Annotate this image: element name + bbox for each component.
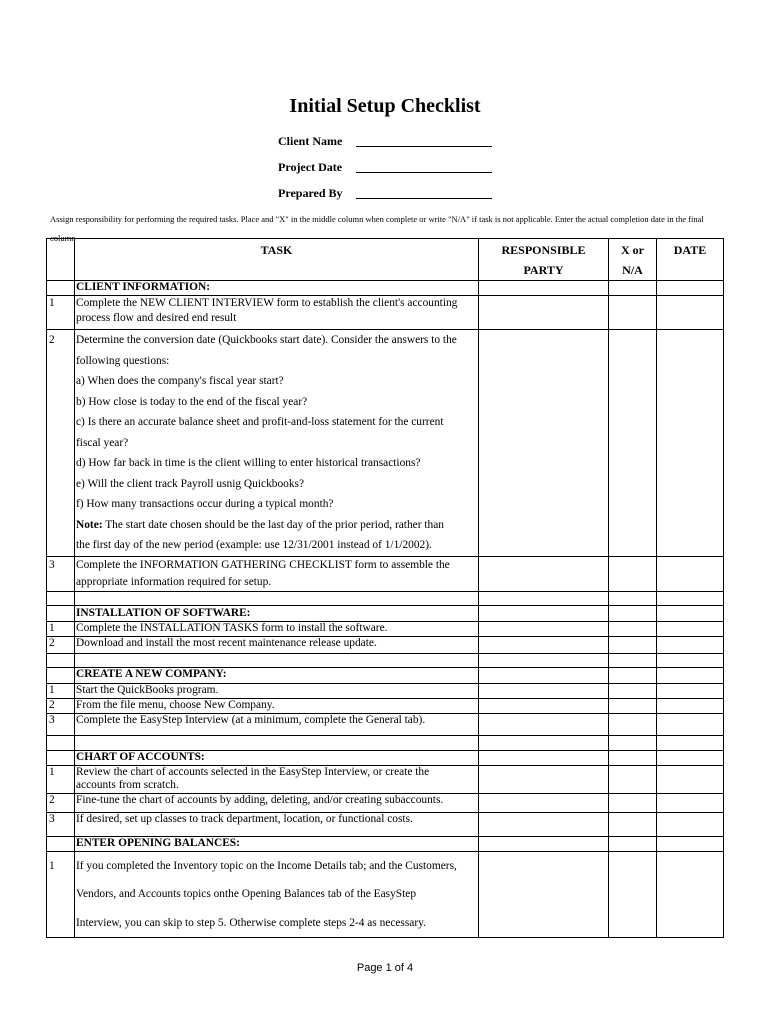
row-number: 2 — [47, 330, 75, 557]
responsible-party-cell[interactable] — [479, 621, 609, 636]
project-date-line[interactable] — [356, 172, 492, 173]
date-cell[interactable] — [657, 556, 724, 591]
blank-row — [47, 591, 724, 605]
date-cell[interactable] — [657, 851, 724, 938]
date-cell[interactable] — [657, 667, 724, 683]
client-name-line[interactable] — [356, 146, 492, 147]
task-description — [75, 735, 479, 750]
prepared-by-line[interactable] — [356, 198, 492, 199]
task-row — [47, 296, 724, 330]
responsible-party-cell[interactable] — [479, 750, 609, 765]
row-number — [47, 667, 75, 683]
project-date-field — [278, 160, 342, 175]
responsible-party-cell[interactable] — [479, 296, 609, 330]
project-date-label: Project Date — [278, 160, 343, 174]
date-cell[interactable] — [657, 765, 724, 793]
task-description — [75, 296, 479, 330]
task-row — [47, 713, 724, 735]
row-number: 1 — [47, 296, 75, 330]
x-or-na-cell[interactable] — [609, 793, 657, 812]
task-line: Determine the conversion date (Quickbooks start date). Consider the answers to the — [76, 334, 457, 346]
section-row — [47, 281, 724, 296]
task-line: Vendors, and Accounts topics onthe Opening Balances tab of the EasyStep — [76, 888, 417, 900]
responsible-party-cell[interactable] — [479, 653, 609, 667]
task-description — [75, 621, 479, 636]
task-row — [47, 556, 724, 591]
responsible-party-cell[interactable] — [479, 851, 609, 938]
blank-row — [47, 653, 724, 667]
table-header-row — [47, 239, 724, 281]
task-description — [75, 713, 479, 735]
date-cell[interactable] — [657, 836, 724, 851]
x-or-na-cell[interactable] — [609, 713, 657, 735]
row-number — [47, 605, 75, 621]
task-row — [47, 812, 724, 836]
task-line: d) How far back in time is the client willing to enter historical transactions? — [76, 457, 421, 469]
task-line: f) How many transactions occur during a typical month? — [76, 498, 334, 510]
date-cell[interactable] — [657, 713, 724, 735]
client-name-field — [278, 134, 342, 149]
date-cell[interactable] — [657, 653, 724, 667]
page-number: Page 1 of 4 — [356, 962, 414, 974]
task-line: If desired, set up classes to track department, location, or functional costs. — [76, 812, 413, 825]
row-number — [47, 281, 75, 296]
section-title — [75, 750, 479, 765]
row-number: 3 — [47, 713, 75, 735]
task-row — [47, 621, 724, 636]
header-party-line1: RESPONSIBLE — [501, 243, 586, 257]
date-cell[interactable] — [657, 591, 724, 605]
x-or-na-cell[interactable] — [609, 667, 657, 683]
client-name-label: Client Name — [278, 134, 343, 148]
task-line: appropriate information required for setup. — [76, 575, 272, 588]
task-line: CHART OF ACCOUNTS: — [76, 750, 205, 763]
task-line: If you completed the Inventory topic on the Income Details tab; and the Customers, — [76, 859, 457, 872]
section-title — [75, 605, 479, 621]
checklist-table — [46, 238, 724, 938]
section-title — [75, 281, 479, 296]
task-line: Complete the INFORMATION GATHERING CHECKLIST form to assemble the — [76, 558, 450, 571]
instructions-text: Assign responsibility for performing the required tasks. Place and "X" in the middle column when complete or write "N/A" if task is not applicable. Enter the actual completion date in the final column — [50, 214, 704, 243]
header-date: DATE — [657, 239, 724, 281]
note-label: Note: — [76, 518, 103, 531]
responsible-party-cell[interactable] — [479, 605, 609, 621]
task-description — [75, 330, 479, 557]
prepared-by-field — [278, 186, 343, 201]
row-number — [47, 750, 75, 765]
row-number: 3 — [47, 556, 75, 591]
row-number — [47, 735, 75, 750]
note-text: The start date chosen should be the last day of the prior period, rather than — [102, 518, 444, 531]
task-description — [75, 698, 479, 713]
task-line: a) When does the company's fiscal year start? — [76, 375, 284, 387]
task-description — [75, 636, 479, 653]
x-or-na-cell[interactable] — [609, 698, 657, 713]
row-number: 1 — [47, 683, 75, 698]
task-line: Start the QuickBooks program. — [76, 683, 219, 696]
header-xor-line2: N/A — [622, 263, 643, 277]
responsible-party-cell[interactable] — [479, 591, 609, 605]
section-title — [75, 667, 479, 683]
blank-row — [47, 735, 724, 750]
task-line: e) Will the client track Payroll usnig Quickbooks? — [76, 477, 305, 490]
date-cell[interactable] — [657, 793, 724, 812]
task-line: ENTER OPENING BALANCES: — [76, 836, 240, 849]
header-task: TASK — [75, 239, 479, 281]
responsible-party-cell[interactable] — [479, 330, 609, 557]
responsible-party-cell[interactable] — [479, 667, 609, 683]
section-row — [47, 667, 724, 683]
row-number: 2 — [47, 793, 75, 812]
row-number — [47, 836, 75, 851]
x-or-na-cell[interactable] — [609, 765, 657, 793]
responsible-party-cell[interactable] — [479, 713, 609, 735]
task-line: c) Is there an accurate balance sheet and profit-and-loss statement for the current — [76, 416, 444, 428]
responsible-party-cell[interactable] — [479, 698, 609, 713]
x-or-na-cell[interactable] — [609, 851, 657, 938]
date-cell[interactable] — [657, 281, 724, 296]
row-number: 2 — [47, 698, 75, 713]
task-row — [47, 330, 724, 557]
task-line: Interview, you can skip to step 5. Otherwise complete steps 2-4 as necessary. — [76, 916, 426, 929]
task-description — [75, 556, 479, 591]
x-or-na-cell[interactable] — [609, 330, 657, 557]
header-responsible-party — [479, 239, 609, 281]
task-line: b) How close is today to the end of the fiscal year? — [76, 395, 308, 408]
row-number: 3 — [47, 812, 75, 836]
task-line: CREATE A NEW COMPANY: — [76, 667, 227, 680]
responsible-party-cell[interactable] — [479, 636, 609, 653]
prepared-by-label: Prepared By — [278, 186, 343, 200]
x-or-na-cell[interactable] — [609, 836, 657, 851]
date-cell[interactable] — [657, 636, 724, 653]
x-or-na-cell[interactable] — [609, 636, 657, 653]
task-description — [75, 793, 479, 812]
date-cell[interactable] — [657, 605, 724, 621]
note-line: the first day of the new period (example: use 12/31/2001 instead of 1/1/2002). — [76, 539, 432, 551]
x-or-na-cell[interactable] — [609, 605, 657, 621]
task-line: Complete the INSTALLATION TASKS form to install the software. — [76, 621, 388, 634]
task-line: CLIENT INFORMATION: — [76, 281, 211, 293]
x-or-na-cell[interactable] — [609, 296, 657, 330]
header-x-or-na — [609, 239, 657, 281]
x-or-na-cell[interactable] — [609, 556, 657, 591]
header-xor-line1: X or — [621, 243, 644, 257]
responsible-party-cell[interactable] — [479, 683, 609, 698]
responsible-party-cell[interactable] — [479, 812, 609, 836]
date-cell[interactable] — [657, 735, 724, 750]
task-description — [75, 812, 479, 836]
date-cell[interactable] — [657, 683, 724, 698]
task-line: Download and install the most recent maintenance release update. — [76, 636, 377, 649]
task-line: INSTALLATION OF SOFTWARE: — [76, 606, 251, 619]
date-cell[interactable] — [657, 296, 724, 330]
x-or-na-cell[interactable] — [609, 281, 657, 296]
section-row — [47, 750, 724, 765]
responsible-party-cell[interactable] — [479, 735, 609, 750]
x-or-na-cell[interactable] — [609, 750, 657, 765]
task-line: Fine-tune the chart of accounts by adding, deleting, and/or creating subaccounts. — [76, 793, 444, 806]
task-line: From the file menu, choose New Company. — [76, 698, 275, 711]
task-row — [47, 698, 724, 713]
row-number: 1 — [47, 851, 75, 938]
task-description — [75, 765, 479, 793]
task-line: following questions: — [76, 354, 170, 367]
task-description — [75, 851, 479, 938]
task-line: accounts from scratch. — [76, 778, 179, 791]
header-num-cell — [47, 239, 75, 281]
x-or-na-cell[interactable] — [609, 812, 657, 836]
page-title: Initial Setup Checklist — [289, 95, 481, 117]
header-party-line2: PARTY — [523, 263, 564, 277]
section-row — [47, 836, 724, 851]
row-number — [47, 653, 75, 667]
date-cell[interactable] — [657, 812, 724, 836]
task-row — [47, 683, 724, 698]
responsible-party-cell[interactable] — [479, 556, 609, 591]
section-row — [47, 605, 724, 621]
row-number: 2 — [47, 636, 75, 653]
task-row — [47, 765, 724, 793]
section-title — [75, 836, 479, 851]
task-description — [75, 683, 479, 698]
responsible-party-cell[interactable] — [479, 793, 609, 812]
note-line — [76, 515, 477, 536]
task-description — [75, 591, 479, 605]
date-cell[interactable] — [657, 698, 724, 713]
task-line: fiscal year? — [76, 436, 129, 449]
row-number: 1 — [47, 765, 75, 793]
row-number: 1 — [47, 621, 75, 636]
x-or-na-cell[interactable] — [609, 735, 657, 750]
task-row — [47, 851, 724, 938]
date-cell[interactable] — [657, 621, 724, 636]
x-or-na-cell[interactable] — [609, 653, 657, 667]
date-cell[interactable] — [657, 750, 724, 765]
responsible-party-cell[interactable] — [479, 836, 609, 851]
task-line: Complete the EasyStep Interview (at a minimum, complete the General tab). — [76, 713, 426, 726]
task-row — [47, 793, 724, 812]
task-line: process flow and desired end result — [76, 312, 237, 324]
task-line: Review the chart of accounts selected in the EasyStep Interview, or create the — [76, 765, 430, 778]
x-or-na-cell[interactable] — [609, 621, 657, 636]
row-number — [47, 591, 75, 605]
date-cell[interactable] — [657, 330, 724, 557]
responsible-party-cell[interactable] — [479, 765, 609, 793]
task-line: Complete the NEW CLIENT INTERVIEW form to establish the client's accounting — [76, 297, 458, 309]
responsible-party-cell[interactable] — [479, 281, 609, 296]
x-or-na-cell[interactable] — [609, 683, 657, 698]
task-description — [75, 653, 479, 667]
task-row — [47, 636, 724, 653]
x-or-na-cell[interactable] — [609, 591, 657, 605]
